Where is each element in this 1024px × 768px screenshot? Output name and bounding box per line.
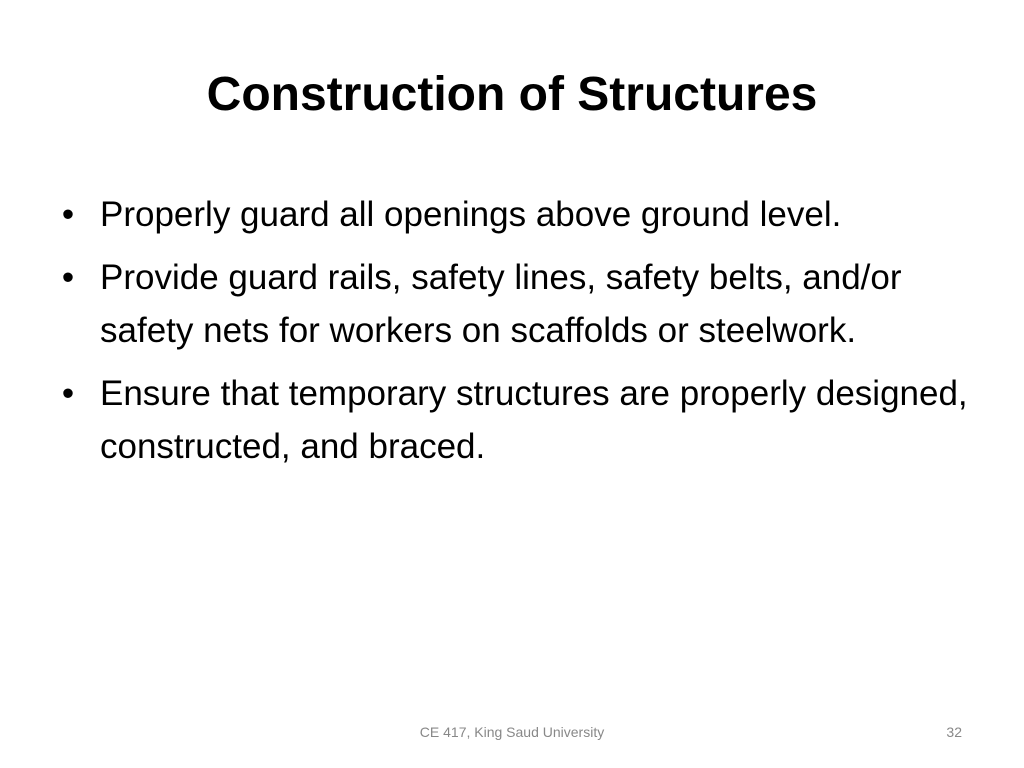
bullet-icon: • — [61, 374, 75, 413]
slide-title: Construction of Structures — [206, 68, 818, 121]
bullet-text: Properly guard all openings above ground level. — [100, 195, 842, 234]
bullet-item — [56, 251, 976, 357]
bullet-item — [56, 367, 976, 473]
footer-course-label: CE 417, King Saud University — [419, 724, 605, 740]
bullet-item — [56, 188, 976, 241]
bullet-icon: • — [61, 258, 75, 297]
slide-page-number: 32 — [946, 724, 962, 740]
bullet-text: Provide guard rails, safety lines, safety belts, and/or safety nets for workers on scaffolds or steelwork. — [100, 258, 902, 350]
bullet-list — [56, 188, 976, 483]
bullet-text: Ensure that temporary structures are properly designed, constructed, and braced. — [100, 374, 968, 466]
bullet-icon: • — [61, 195, 75, 234]
